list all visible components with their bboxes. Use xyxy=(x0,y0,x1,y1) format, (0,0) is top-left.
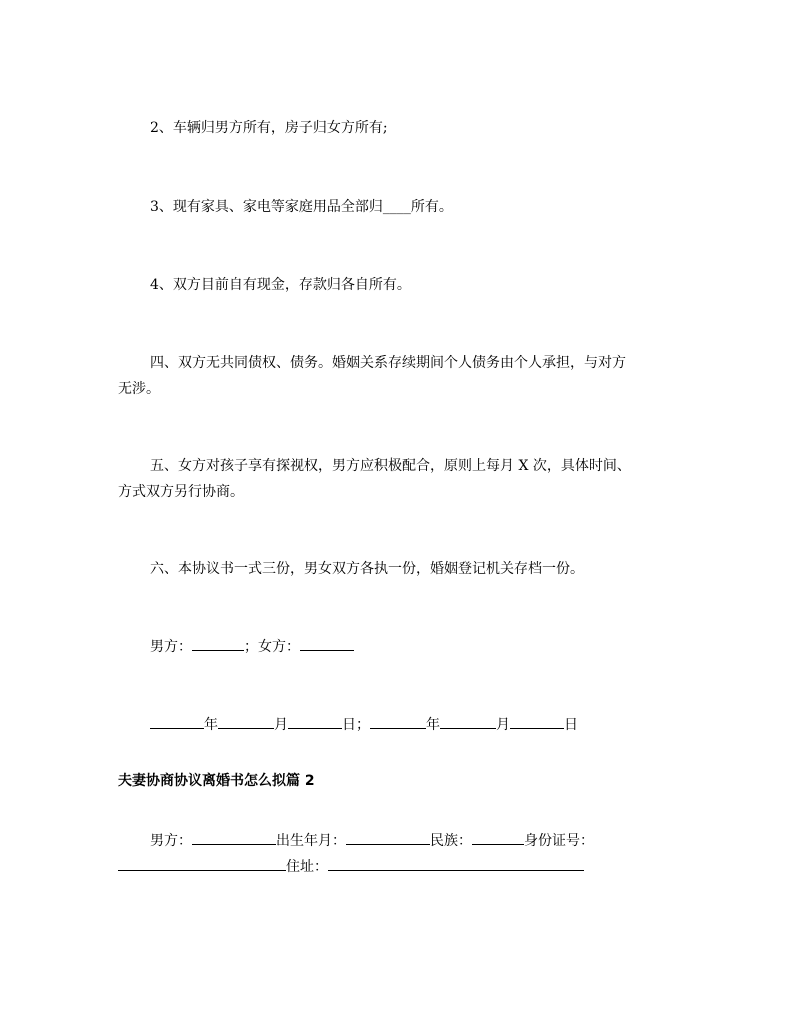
month-blank-1 xyxy=(218,714,274,729)
year-blank-2 xyxy=(370,714,426,729)
clause-debts-line2: 无涉。 xyxy=(118,381,160,397)
clause-vehicle-house: 2、车辆归男方所有，房子归女方所有; xyxy=(150,120,388,136)
clause-furniture: 3、现有家具、家电等家庭用品全部归____所有。 xyxy=(150,199,453,215)
day-blank-2 xyxy=(510,714,564,729)
ethnicity-label: 民族： xyxy=(430,833,472,849)
male-signature-label: 男方： xyxy=(150,639,192,655)
month-label-2: 月 xyxy=(496,717,510,733)
male-signature-blank xyxy=(192,636,244,651)
day-label-2: 日 xyxy=(564,717,578,733)
party-info-line2 xyxy=(118,854,688,880)
ethnicity-blank xyxy=(472,830,524,845)
address-label: 住址： xyxy=(286,859,328,875)
clause-visitation-line1: 五、女方对孩子享有探视权，男方应积极配合，原则上每月 X 次，具体时间、 xyxy=(150,458,631,474)
clause-copies: 六、本协议书一式三份，男女双方各执一份，婚姻登记机关存档一份。 xyxy=(150,561,584,577)
month-label-1: 月 xyxy=(274,717,288,733)
year-label-1: 年 xyxy=(204,717,218,733)
year-blank-1 xyxy=(150,714,204,729)
year-label-2: 年 xyxy=(426,717,440,733)
party-info-line1 xyxy=(118,828,720,854)
id-label: 身份证号： xyxy=(524,833,594,849)
day-label-1: 日； xyxy=(342,717,370,733)
male-label: 男方： xyxy=(150,833,192,849)
female-signature-blank xyxy=(300,636,354,651)
signature-separator: ； xyxy=(244,639,258,655)
birth-label: 出生年月： xyxy=(276,833,346,849)
male-name-blank xyxy=(192,830,276,845)
signature-names-line xyxy=(118,634,720,660)
month-blank-2 xyxy=(440,714,496,729)
clause-cash-savings: 4、双方目前自有现金，存款归各自所有。 xyxy=(150,277,411,293)
section-heading: 夫妻协商协议离婚书怎么拟篇 2 xyxy=(118,773,315,789)
clause-debts-line1: 四、双方无共同债权、债务。婚姻关系存续期间个人债务由个人承担，与对方 xyxy=(150,355,626,371)
birth-blank xyxy=(346,830,430,845)
female-signature-label: 女方： xyxy=(258,639,300,655)
clause-visitation-line2: 方式双方另行协商。 xyxy=(118,484,244,500)
id-number-blank xyxy=(118,856,286,871)
day-blank-1 xyxy=(288,714,342,729)
signature-dates-line xyxy=(118,712,720,738)
address-blank xyxy=(328,856,584,871)
